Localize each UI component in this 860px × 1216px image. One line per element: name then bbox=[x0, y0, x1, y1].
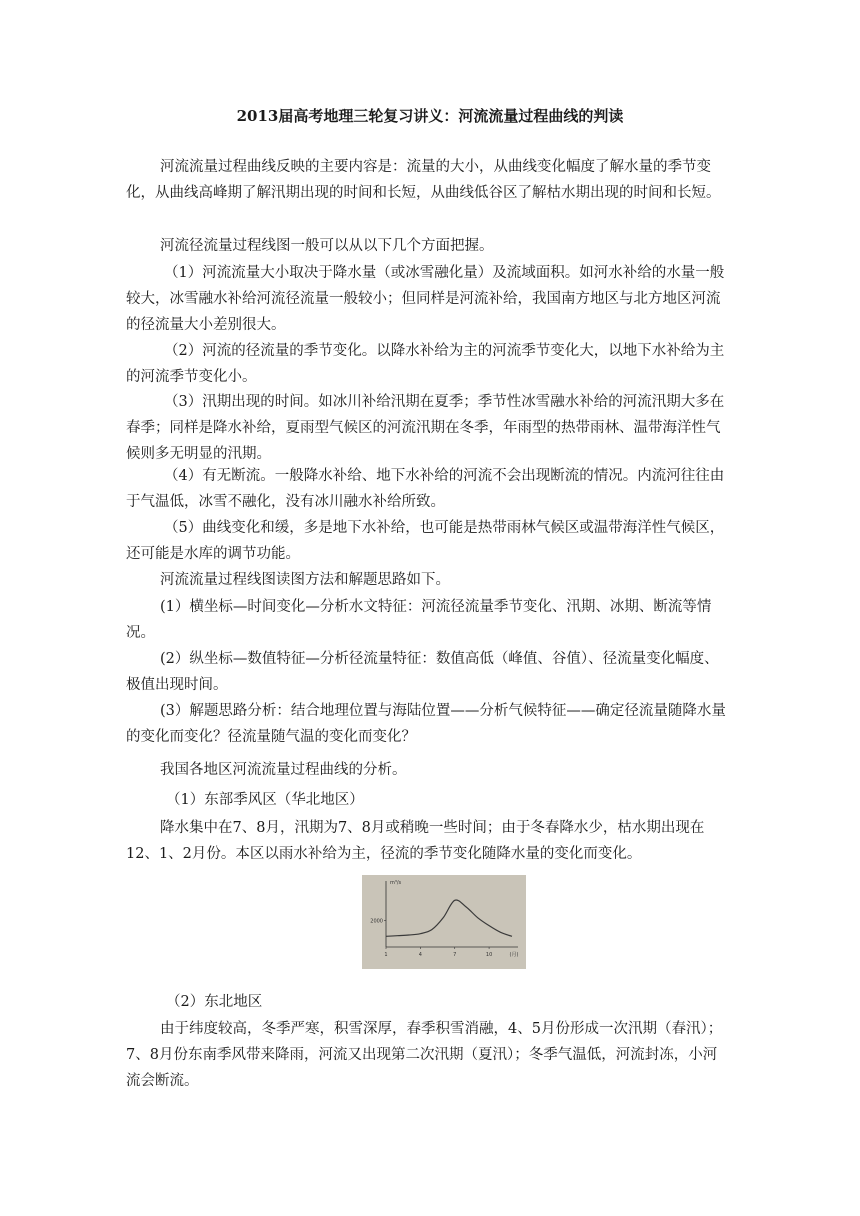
y-axis-label: m³/s bbox=[390, 880, 402, 886]
paragraph: （3）汛期出现的时间。如冰川补给汛期在夏季；季节性冰雪融水补给的河流汛期大多在春季；同样是降水补给，夏雨型气候区的河流汛期在冬季，年雨型的热带雨林、温带海洋性气候则多无明显的汛期。 bbox=[126, 394, 725, 462]
paragraph: （4）有无断流。一般降水补给、地下水补给的河流不会出现断流的情况。内流河往往由于气温低，冰雪不融化，没有冰川融水补给所致。 bbox=[126, 468, 725, 510]
discharge-chart bbox=[362, 875, 526, 969]
x-tick-label: 7 bbox=[453, 952, 457, 958]
paragraph: （1）河流流量大小取决于降水量（或冰雪融化量）及流域面积。如河水补给的水量一般较大，冰雪融水补给河流径流量一般较小；但同样是河流补给，我国南方地区与北方地区河流的径流量大小差别很大。 bbox=[126, 265, 725, 333]
paragraph: 河流径流量过程线图一般可以从以下几个方面把握。 bbox=[160, 238, 494, 254]
paragraph: （2）河流的径流量的季节变化。以降水补给为主的河流季节变化大，以地下水补给为主的河流季节变化小。 bbox=[126, 343, 725, 385]
paragraph: (1）横坐标—时间变化—分析水文特征：河流径流量季节变化、汛期、冰期、断流等情况。 bbox=[126, 599, 712, 641]
paragraph: 由于纬度较高，冬季严寒，积雪深厚，春季积雪消融，4、5月份形成一次汛期（春汛）；7、8月份东南季风带来降雨，河流又出现第二次汛期（夏汛）；冬季气温低，河流封冻，小河流会断流。 bbox=[126, 1021, 723, 1089]
x-axis-label: (月) bbox=[509, 952, 519, 958]
document-title: 2013届高考地理三轮复习讲义：河流流量过程曲线的判读 bbox=[236, 107, 624, 125]
y-tick-label: 2000 bbox=[370, 918, 383, 925]
paragraph: 河流流量过程线图读图方法和解题思路如下。 bbox=[160, 572, 450, 588]
x-tick-label: 10 bbox=[485, 952, 493, 958]
paragraph: (2）纵坐标—数值特征—分析径流量特征：数值高低（峰值、谷值）、径流量变化幅度、极值出现时间。 bbox=[126, 651, 719, 693]
x-tick-label: 1 bbox=[384, 952, 388, 958]
section-heading: （1）东部季风区（华北地区） bbox=[166, 792, 364, 808]
paragraph: 河流流量过程曲线反映的主要内容是：流量的大小，从曲线变化幅度了解水量的季节变化，从曲线高峰期了解汛期出现的时间和长短，从曲线低谷区了解枯水期出现的时间和长短。 bbox=[126, 159, 721, 201]
paragraph: (3）解题思路分析：结合地理位置与海陆位置——分析气候特征——确定径流量随降水量的变化而变化？径流量随气温的变化而变化？ bbox=[126, 703, 726, 745]
section-heading: （2）东北地区 bbox=[166, 994, 263, 1010]
paragraph: 我国各地区河流流量过程曲线的分析。 bbox=[160, 762, 407, 778]
x-tick-label: 4 bbox=[418, 952, 422, 958]
paragraph: 降水集中在7、8月，汛期为7、8月或稍晚一些时间；由于冬春降水少，枯水期出现在12、1、2月份。本区以雨水补给为主，径流的季节变化随降水量的变化而变化。 bbox=[126, 820, 705, 862]
paragraph: （5）曲线变化和缓，多是地下水补给，也可能是热带雨林气候区或温带海洋性气候区，还可能是水库的调节功能。 bbox=[126, 520, 725, 562]
